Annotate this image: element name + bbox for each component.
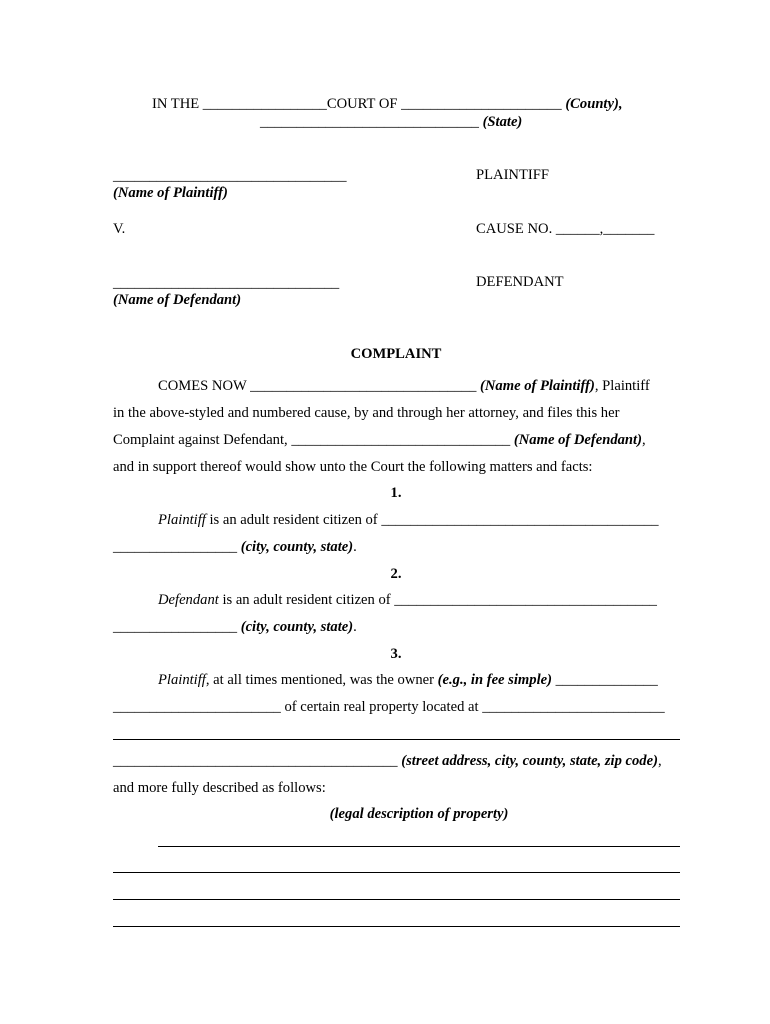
para-3-number: 3. [390, 646, 402, 662]
para-3-line-4 [113, 752, 662, 770]
para-1-line-1 [158, 511, 659, 529]
intro-line-1-c: , Plaintiff [594, 378, 650, 394]
para-2-line-1 [158, 591, 657, 609]
para-3-line-1-mid: , at all times mentioned, was the owner [205, 672, 438, 688]
para-3-subject: Plaintiff [158, 672, 206, 688]
para-3-line-1-blank: ______________ [551, 672, 658, 688]
para-3-line-5: and more fully described as follows: [113, 780, 326, 796]
legal-description-label: (legal description of property) [329, 806, 509, 822]
state-label: (State) [482, 114, 523, 130]
intro-line-3-a: Complaint against Defendant, ______________________________ [113, 432, 514, 448]
intro-line-3 [113, 431, 646, 449]
blank-line-address [113, 739, 680, 740]
para-1-period: . [353, 539, 357, 555]
para-1-line-1-rest: is an adult resident citizen of ______________________________________ [205, 512, 659, 528]
para-1-location-label: (city, county, state) [240, 539, 354, 555]
intro-line-1-a: COMES NOW _______________________________ [158, 378, 481, 394]
cause-number: CAUSE NO. ______,_______ [476, 221, 655, 237]
intro-line-1 [158, 377, 650, 395]
court-line-text: IN THE _________________COURT OF ______________________ [152, 96, 566, 112]
document-title: COMPLAINT [350, 346, 442, 362]
para-2-number: 2. [390, 566, 402, 582]
defendant-blank: _______________________________ [113, 275, 340, 291]
plaintiff-name-label: (Name of Plaintiff) [113, 185, 228, 201]
para-3-ownership-label: (e.g., in fee simple) [437, 672, 552, 688]
intro-line-2: in the above-styled and numbered cause, by and through her attorney, and files this her [113, 405, 620, 421]
para-2-location-label: (city, county, state) [240, 619, 354, 635]
intro-line-4: and in support thereof would show unto the Court the following matters and facts: [113, 459, 593, 475]
legal-description-line-1 [158, 846, 680, 847]
para-2-subject: Defendant [158, 592, 219, 608]
legal-description-line-4 [113, 926, 680, 927]
para-3-address-blank: _______________________________________ [113, 753, 402, 769]
plaintiff-blank: ________________________________ [113, 168, 347, 184]
legal-description-line-2 [113, 872, 680, 873]
para-3-line-1 [158, 671, 658, 689]
legal-description-line-3 [113, 899, 680, 900]
intro-line-3-c: , [641, 432, 646, 448]
para-1-line-2 [113, 538, 357, 556]
para-3-comma: , [657, 753, 662, 769]
para-2-line-1-rest: is an adult resident citizen of ____________________________________ [218, 592, 657, 608]
state-blank: ______________________________ [260, 114, 483, 130]
para-2-blank: _________________ [113, 619, 241, 635]
para-2-line-2 [113, 618, 357, 636]
state-line [260, 113, 522, 131]
plaintiff-label: PLAINTIFF [476, 167, 549, 183]
para-1-subject: Plaintiff [158, 512, 206, 528]
para-1-number: 1. [390, 485, 402, 501]
para-2-period: . [353, 619, 357, 635]
intro-plaintiff-name: (Name of Plaintiff) [480, 378, 595, 394]
para-3-address-label: (street address, city, county, state, zip code) [401, 753, 658, 769]
para-1-blank: _________________ [113, 539, 241, 555]
intro-defendant-name: (Name of Defendant) [513, 432, 642, 448]
defendant-label: DEFENDANT [476, 274, 564, 290]
defendant-name-label: (Name of Defendant) [113, 292, 242, 308]
court-line [152, 95, 622, 113]
county-label: (County), [565, 96, 623, 112]
versus: V. [113, 221, 126, 237]
para-3-line-2: _______________________ of certain real property located at _________________________ [113, 699, 665, 715]
